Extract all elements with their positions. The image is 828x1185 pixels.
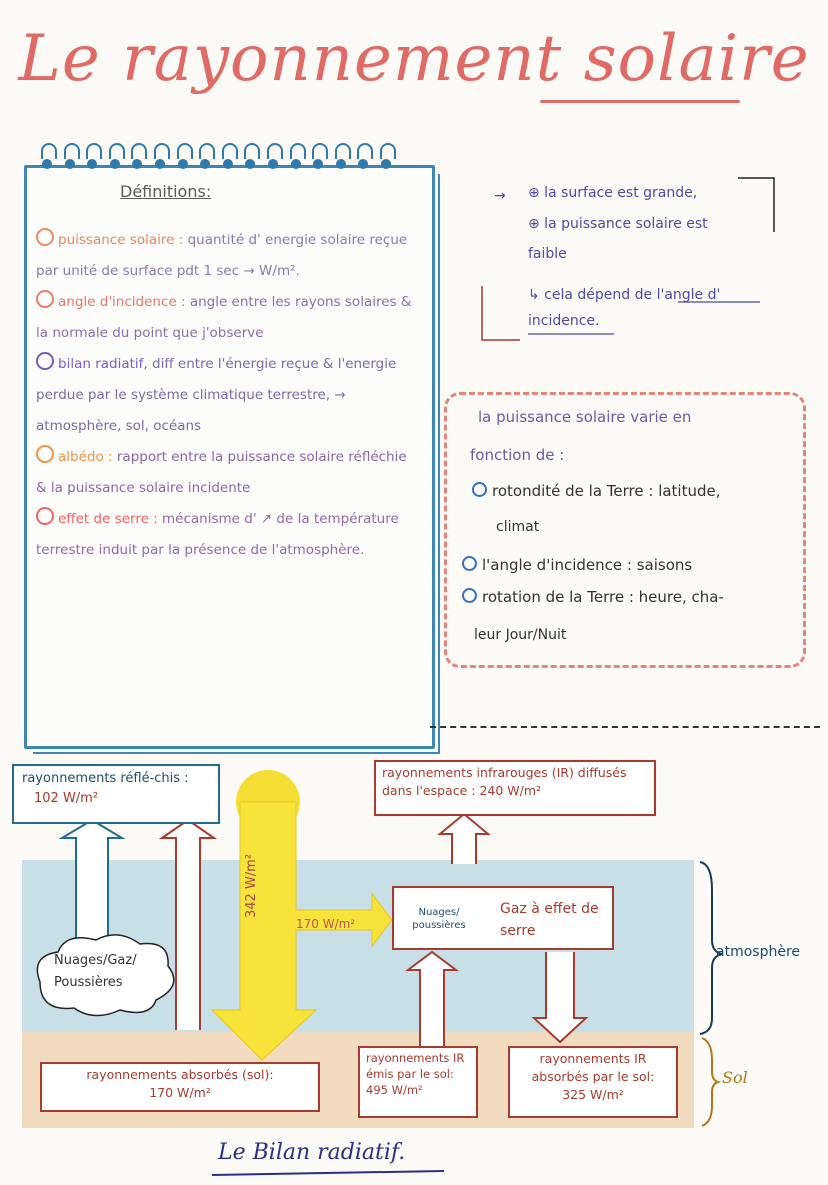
- title-underline: [540, 100, 740, 103]
- circle-bullet-icon: [472, 482, 487, 497]
- reflected-radiation-box: [12, 764, 220, 824]
- absorbed-value: 170 W/m²: [149, 1085, 211, 1100]
- arrow-reflect-clouds: [62, 820, 122, 942]
- sol-brace: [702, 1038, 718, 1126]
- definition-text: diff entre l'énergie reçue & l'energie perdue par le système climatique terrestre, → atmosphère, sol, océans: [36, 356, 397, 434]
- ir-emitted-label: rayonnements IR émis par le sol:: [366, 1051, 465, 1081]
- reflected-value: 102 W/m²: [34, 791, 99, 806]
- definition-item: [36, 442, 418, 504]
- ir-space-label: rayonnements infrarouges (IR) diffusés dans l'espace :: [382, 765, 627, 798]
- definition-item: [36, 504, 418, 566]
- ir-emitted-box: [358, 1046, 478, 1118]
- ir-absorbed-label: rayonnements IR absorbés par le sol:: [531, 1051, 655, 1084]
- note-end: incidence: [528, 313, 596, 329]
- ir-space-box: [374, 760, 656, 816]
- incoming-value-label: [244, 840, 272, 940]
- variation-intro: fonction de :: [470, 446, 565, 464]
- definition-text: quantité d' energie solaire reçue par unité de surface pdt 1 sec → W/m².: [36, 232, 408, 279]
- note-line: ⊕ la surface est grande,: [528, 185, 698, 201]
- circle-bullet-icon: [36, 290, 54, 308]
- circle-bullet-icon: [462, 556, 477, 571]
- notebook-spiral-rings: [40, 143, 420, 179]
- ir-absorbed-box: [508, 1046, 678, 1118]
- definition-item: [36, 349, 418, 442]
- ir-absorbed-value: 325 W/m²: [562, 1087, 624, 1102]
- definitions-heading: Définitions:: [120, 182, 212, 201]
- variation-item-text: l'angle d'incidence : saisons: [482, 556, 693, 574]
- page-title: Le rayonnement solaire: [18, 22, 810, 96]
- circle-bullet-icon: [36, 507, 54, 525]
- sol-label: Sol: [722, 1068, 748, 1087]
- variation-item-cont: leur Jour/Nuit: [474, 627, 567, 643]
- definition-term: puissance solaire :: [58, 232, 184, 248]
- note-link: l'angle d': [656, 287, 721, 303]
- definition-text: angle entre les rayons solaires & la normale du point que j'observe: [36, 294, 412, 341]
- definition-text: rapport entre la puissance solaire réfléchie & la puissance solaire incidente: [36, 449, 407, 496]
- definition-item: [36, 287, 418, 349]
- circle-bullet-icon: [462, 588, 477, 603]
- variation-item-cont: climat: [496, 519, 540, 535]
- absorbed-label: rayonnements absorbés (sol):: [86, 1067, 274, 1082]
- reflected-label: rayonnements réflé-chis :: [22, 771, 189, 786]
- variation-item: [472, 482, 721, 500]
- definition-item: [36, 225, 418, 287]
- note-line: [528, 282, 768, 334]
- note-prefix: ↳ cela dépend de: [528, 287, 657, 303]
- circle-bullet-icon: [36, 228, 54, 246]
- note-line: ⊕ la puissance solaire est: [528, 216, 708, 232]
- arrow-ir-space: [440, 814, 488, 864]
- variation-item-text: rotation de la Terre : heure, cha-: [482, 588, 724, 606]
- small-clouds-label: Nuages/ poussières: [412, 907, 466, 931]
- absorbed-soil-box: [40, 1062, 320, 1112]
- variation-item: [462, 588, 724, 606]
- incoming-solar-arrow: [212, 802, 392, 1060]
- definition-term: effet de serre :: [58, 511, 158, 527]
- definition-text: mécanisme d' ↗ de la température terrestre induit par la présence de l'atmosphère.: [36, 511, 399, 558]
- arrow-ir-absorb: [534, 952, 586, 1042]
- note-line: faible: [528, 246, 567, 262]
- clouds-label: Nuages/Gaz/ Poussières: [54, 953, 137, 990]
- atm-absorbed-label: 170 W/m²: [296, 917, 356, 931]
- definition-term: albédo :: [58, 449, 113, 465]
- dashed-separator: [430, 726, 820, 728]
- variation-item: [462, 556, 692, 574]
- definitions-list: [36, 225, 418, 566]
- incoming-value: 342 W/m²: [244, 853, 259, 918]
- variation-item-text: rotondité de la Terre : latitude,: [492, 482, 721, 500]
- arrow-ir-emit: [408, 952, 456, 1046]
- ir-emitted-value: 495 W/m²: [366, 1083, 423, 1097]
- variation-intro: la puissance solaire varie en: [478, 408, 692, 426]
- circle-bullet-icon: [36, 445, 54, 463]
- circle-bullet-icon: [36, 352, 54, 370]
- definition-term: angle d'incidence :: [58, 294, 186, 310]
- note-dot: .: [595, 313, 600, 329]
- arrow-reflect-ground: [162, 820, 214, 1030]
- atmosphere-label: atmosphère: [716, 944, 800, 960]
- caption-underline: [212, 1170, 444, 1176]
- diagram-caption: Le Bilan radiatif.: [218, 1140, 406, 1165]
- definition-term: bilan radiatif,: [58, 356, 148, 372]
- ir-space-value: 240 W/m²: [479, 783, 542, 798]
- arrow-right-icon: →: [494, 188, 506, 204]
- greenhouse-gas-label: Gaz à effet de serre: [500, 901, 599, 939]
